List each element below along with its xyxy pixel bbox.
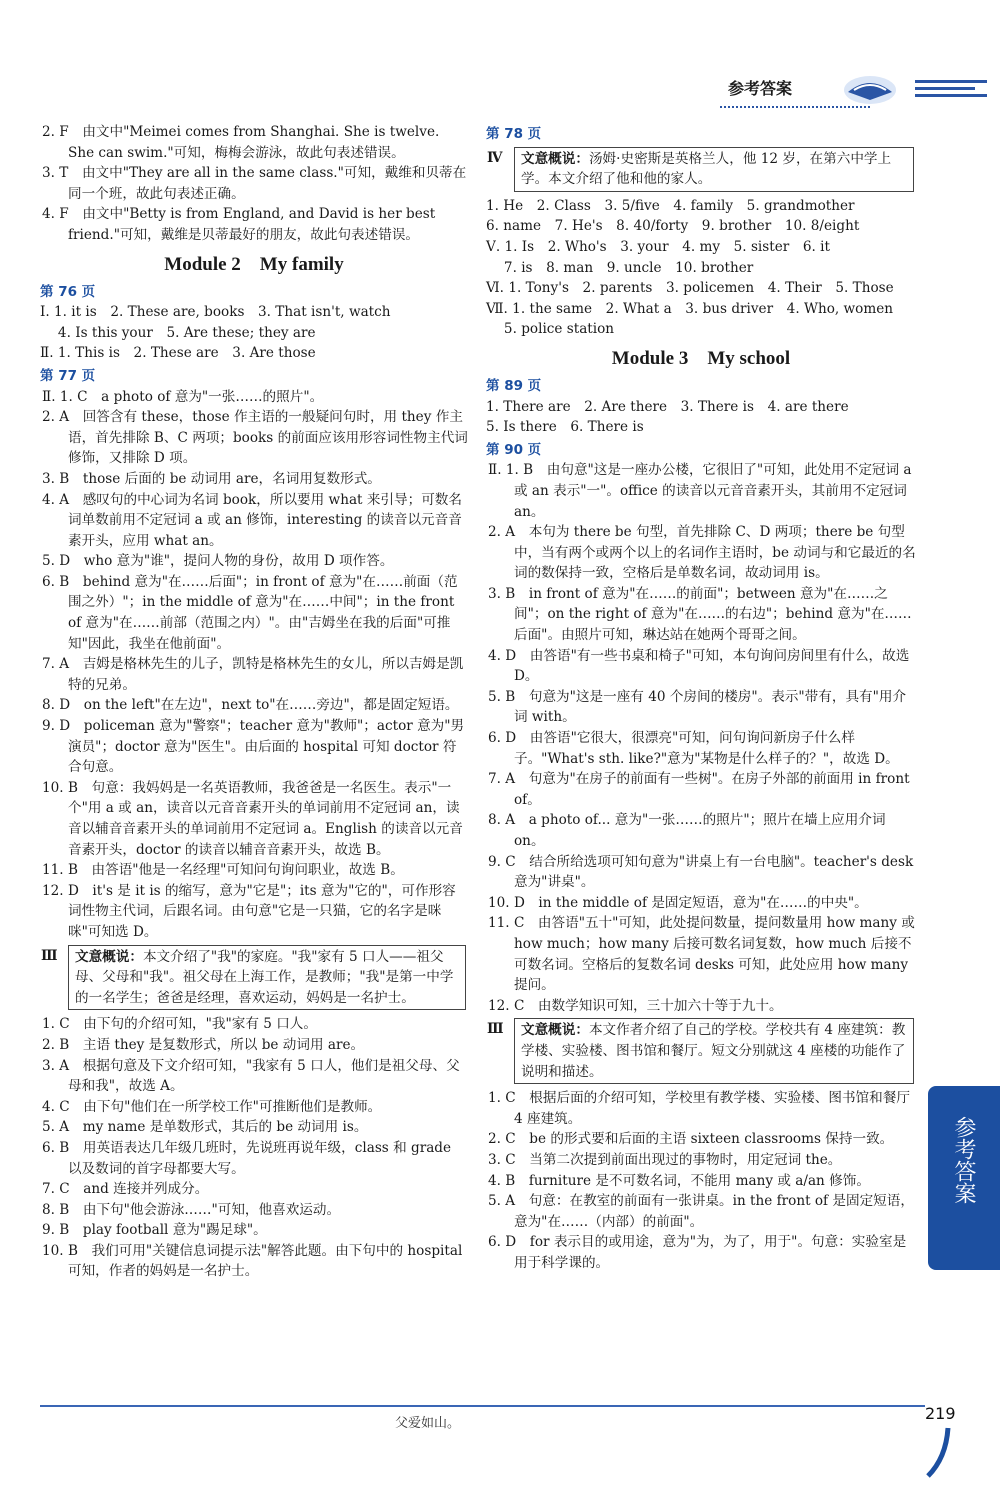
answer-item: 4. C 由下句"他们在一所学校工作"可推断他们是教师。 (42, 1098, 382, 1115)
page-header (700, 66, 1000, 116)
answer-item: Ⅱ. 1. B 由句意"这是一座办公楼，它很旧了"可知，此处用不定冠词 a 或 an 表示"一"。office 的读音以元音音素开头，其前用不定冠词 an。 (488, 462, 912, 520)
section-3-answers (486, 1088, 916, 1273)
summary-text: 本文介绍了"我"的家庭。"我"家有 5 口人——祖父母、父母和"我"。祖父母在上海工作，是教师；"我"是第一中学的一名学生；爸爸是经理，喜欢运动，妈妈是一名护士。 (75, 948, 454, 1006)
answer-item: 5. D who 意为"谁"，提问人物的身份，故用 D 项作答。 (42, 553, 394, 570)
answer-item: 5. police station (486, 321, 615, 338)
answer-item: 4. D 由答语"有一些书桌和椅子"可知，本句询问房间里有什么，故选 D。 (488, 647, 910, 685)
page-76-answers (40, 302, 468, 364)
answer-item: 11. B 由答语"他是一名经理"可知问句询问职业，故选 B。 (42, 862, 404, 879)
footer-motto: 父爱如山。 (395, 1416, 461, 1431)
answer-item: 6. D for 表示目的或用途，意为"为，为了，用于"。句意：实验室是用于科学课的。 (488, 1234, 907, 1271)
answer-item: 9. C 结合所给选项可知句意为"讲桌上有一台电脑"。teacher's desk 意为"讲桌"。 (488, 853, 914, 891)
page-77-label: 第 77 页 (40, 367, 96, 384)
page-89-answers (486, 397, 916, 438)
page-77-answers (40, 387, 468, 943)
page-78-answers (486, 196, 916, 340)
answer-item: Ⅱ. 1. C a photo of 意为"一张……的照片"。 (42, 388, 324, 405)
side-tab-label: 参考答案 (951, 1116, 976, 1204)
answer-item: 3. B those 后面的 be 动词用 are，名词用复数形式。 (42, 470, 381, 487)
header-title: 参考答案 (728, 79, 793, 98)
answer-item: 5. Is there 6. There is (486, 419, 644, 436)
answer-item: Ⅶ. 1. the same 2. What a 3. bus driver 4. Who, women (486, 300, 894, 317)
answer-item: 2. F 由文中"Meimei comes from Shanghai. She is twelve. She can swim."可知，梅梅会游泳，故此句表述错误。 (42, 124, 440, 161)
summary-label: 文意概说： (521, 150, 589, 167)
answer-item: 2. A 本句为 there be 句型，首先排除 C、D 两项；there be 句型中，当有两个或两个以上的名词作主语时，be 动词与和它最近的名词的数保持一致，空格后是单数名词，故动词用 is。 (488, 524, 916, 582)
answer-item: Ⅴ. 1. Is 2. Who's 3. your 4. my 5. sister 6. it (486, 238, 830, 255)
page-number: 219 (925, 1404, 956, 1423)
answer-item: 6. B behind 意为"在……后面"；in front of 意为"在……前面（范围之外）"；in the middle of 意为"在……中间"；in the front of 意为"在……前部（范围之内）"。由"吉姆坐在我的后面"可推知"因此，我坐在他前面"。 (42, 573, 458, 652)
page-90-answers (486, 460, 916, 1016)
answer-item: 5. A my name 是单数形式，其后的 be 动词用 is。 (42, 1119, 368, 1136)
answer-item: 4. F 由文中"Betty is from England, and David is her best friend."可知，戴维是贝蒂最好的朋友，故此句表述错误。 (42, 206, 436, 243)
answer-item: 6. D 由答语"它很大，很漂亮"可知，问句询问新房子什么样子。"What's sth. like?"意为"某物是什么样子的？"，故选 D。 (488, 730, 899, 767)
answer-item: 6. name 7. He's 8. 40/forty 9. brother 10. 8/eight (486, 218, 860, 235)
page-76-label: 第 76 页 (40, 283, 96, 300)
answer-item: 1. He 2. Class 3. 5/five 4. family 5. grandmother (486, 197, 855, 214)
summary-text: 本文作者介绍了自己的学校。学校共有 4 座建筑：教学楼、实验楼、图书馆和餐厅。短文分别就这 4 座楼的功能作了说明和描述。 (521, 1022, 906, 1080)
answer-item: 10. B 句意：我妈妈是一名英语教师，我爸爸是一名医生。表示"一个"用 a 或 an，读音以元音音素开头的单词前用不定冠词 an，读音以辅音音素开头的单词前用不定冠词 a。English 的读音以元音音素开头，doctor 的读音以辅音音素开头，故选 B。 (42, 779, 463, 858)
summary-label: 文意概说： (75, 948, 143, 965)
left-column (40, 122, 468, 1282)
answer-item: Ⅰ. 1. it is 2. These are, books 3. That isn't, watch (40, 304, 391, 321)
answer-item: 5. B 句意为"这是一座有 40 个房间的楼房"。表示"带有，具有"用介词 with。 (488, 688, 907, 726)
page-89-label: 第 89 页 (486, 377, 542, 394)
answer-item: 9. B play football 意为"踢足球"。 (42, 1222, 267, 1239)
summary-text: 汤姆·史密斯是英格兰人，他 12 岁，在第六中学上学。本文介绍了他和他的家人。 (521, 150, 892, 188)
header-stripes (915, 80, 987, 101)
answer-item: 10. D in the middle of 是固定短语，意为"在……的中央"。 (488, 894, 868, 911)
answer-item: 8. D on the left"在左边"，next to"在……旁边"，都是固定短语。 (42, 697, 459, 714)
summary-box (41, 945, 466, 1011)
answer-item: 2. C be 的形式要和后面的主语 sixteen classrooms 保持一致。 (488, 1131, 894, 1148)
page-78-label: 第 78 页 (486, 126, 542, 142)
answer-item: 4. Is this your 5. Are these; they are (40, 324, 316, 341)
answer-item: 6. B 用英语表达几年级几班时，先说班再说年级，class 和 grade 以及数词的首字母都要大写。 (42, 1139, 452, 1177)
answer-item: Ⅵ. 1. Tony's 2. parents 3. policemen 4. Their 5. Those (486, 280, 894, 297)
answer-item: 4. B furniture 是不可数名词，不能用 many 或 a/an 修饰。 (488, 1172, 870, 1189)
answer-item: 7. C and 连接并列成分。 (42, 1181, 209, 1198)
summary-label: 文意概说： (521, 1022, 589, 1039)
header-dotted-line (720, 106, 870, 108)
section-numeral: Ⅲ (487, 1021, 504, 1038)
answer-item: 7. A 句意为"在房子的前面有一些树"。在房子外部的前面用 in front of。 (488, 771, 910, 808)
answer-item: 2. B 主语 they 是复数形式，所以 be 动词用 are。 (42, 1036, 365, 1053)
answer-item: 8. A a photo of... 意为"一张……的照片"；照片在墙上应用介词 on。 (488, 812, 886, 849)
answer-item: 3. B in front of 意为"在……的前面"；between 意为"在……之间"；on the right of 意为"在……的右边"；behind 意为"在……后面"。由照片可知，琳达站在她两个哥哥之间。 (488, 585, 912, 644)
answers-side-tab (928, 1086, 1000, 1270)
summary-box (487, 147, 914, 192)
answer-item: 8. B 由下句"他会游泳……"可知，他喜欢运动。 (42, 1201, 341, 1218)
answer-item: 10. B 我们可用"关键信息词提示法"解答此题。由下句中的 hospital 可知，作者的妈妈是一名护士。 (42, 1242, 463, 1280)
answer-item: 3. C 当第二次提到前面出现过的事物时，用定冠词 the。 (488, 1151, 842, 1168)
answer-item: 9. D policeman 意为"警察"；teacher 意为"教师"；actor 意为"男演员"；doctor 意为"医生"。由后面的 hospital 可知 doctor 符合句意。 (42, 718, 465, 776)
answer-item: 3. T 由文中"They are all in the same class."可知，戴维和贝蒂在同一个班，故此句表述正确。 (42, 165, 467, 202)
answer-item: 11. C 由答语"五十"可知，此处提问数量，提问数量用 how many 或 how much；how many 后接可数名词复数，how much 后接不可数名词。空格后的复数名词 desks 可知，此处应用 how many 提问。 (488, 915, 915, 994)
answer-item: Ⅱ. 1. This is 2. These are 3. Are those (40, 345, 316, 362)
answer-item: 12. C 由数学知识可知，三十加六十等于九十。 (488, 997, 783, 1014)
section-numeral: Ⅲ (41, 947, 58, 964)
intro-answers (40, 122, 468, 246)
answer-item: 2. A 回答含有 these，those 作主语的一般疑问句时，用 they 作主语，首先排除 B、C 两项；books 的前面应该用形容词性物主代词修饰，又排除 D 项。 (42, 409, 468, 467)
section-3-answers (40, 1014, 468, 1282)
module-2-title: Module 2 My family (164, 253, 344, 275)
answer-item: 1. There are 2. Are there 3. There is 4. are there (486, 398, 849, 415)
answer-item: 12. D it's 是 it is 的缩写，意为"它是"；its 意为"它的"，可作形容词性物主代词，后跟名词。由句意"它是一只猫，它的名字是咪咪"可知选 D。 (42, 882, 456, 940)
answer-item: 7. is 8. man 9. uncle 10. brother (486, 259, 754, 276)
answer-item: 4. A 感叹句的中心词为名词 book，所以要用 what 来引导；可数名词单数前用不定冠词 a 或 an 修饰，interesting 的读音以元音音素开头，应用 what an。 (42, 491, 462, 549)
summary-box (487, 1018, 914, 1084)
answer-item: 1. C 由下句的介绍可知，"我"家有 5 口人。 (42, 1016, 317, 1033)
book-logo-icon (840, 70, 900, 106)
answer-item: 3. A 根据句意及下文介绍可知，"我家有 5 口人，他们是祖父母、父母和我"，故选 A。 (42, 1057, 460, 1095)
right-column (486, 122, 916, 1273)
module-3-title: Module 3 My school (611, 347, 791, 369)
answer-item: 5. A 句意：在教室的前面有一张讲桌。in the front of 是固定短语，意为"在……（内部）的前面"。 (488, 1193, 914, 1230)
footer-rule (40, 1405, 925, 1407)
answer-item: 7. A 吉姆是格林先生的儿子，凯特是格林先生的女儿，所以吉姆是凯特的兄弟。 (42, 656, 464, 693)
page-90-label: 第 90 页 (486, 441, 542, 458)
section-numeral: Ⅳ (487, 149, 503, 166)
answer-item: 1. C 根据后面的介绍可知，学校里有教学楼、实验楼、图书馆和餐厅 4 座建筑。 (488, 1090, 910, 1127)
